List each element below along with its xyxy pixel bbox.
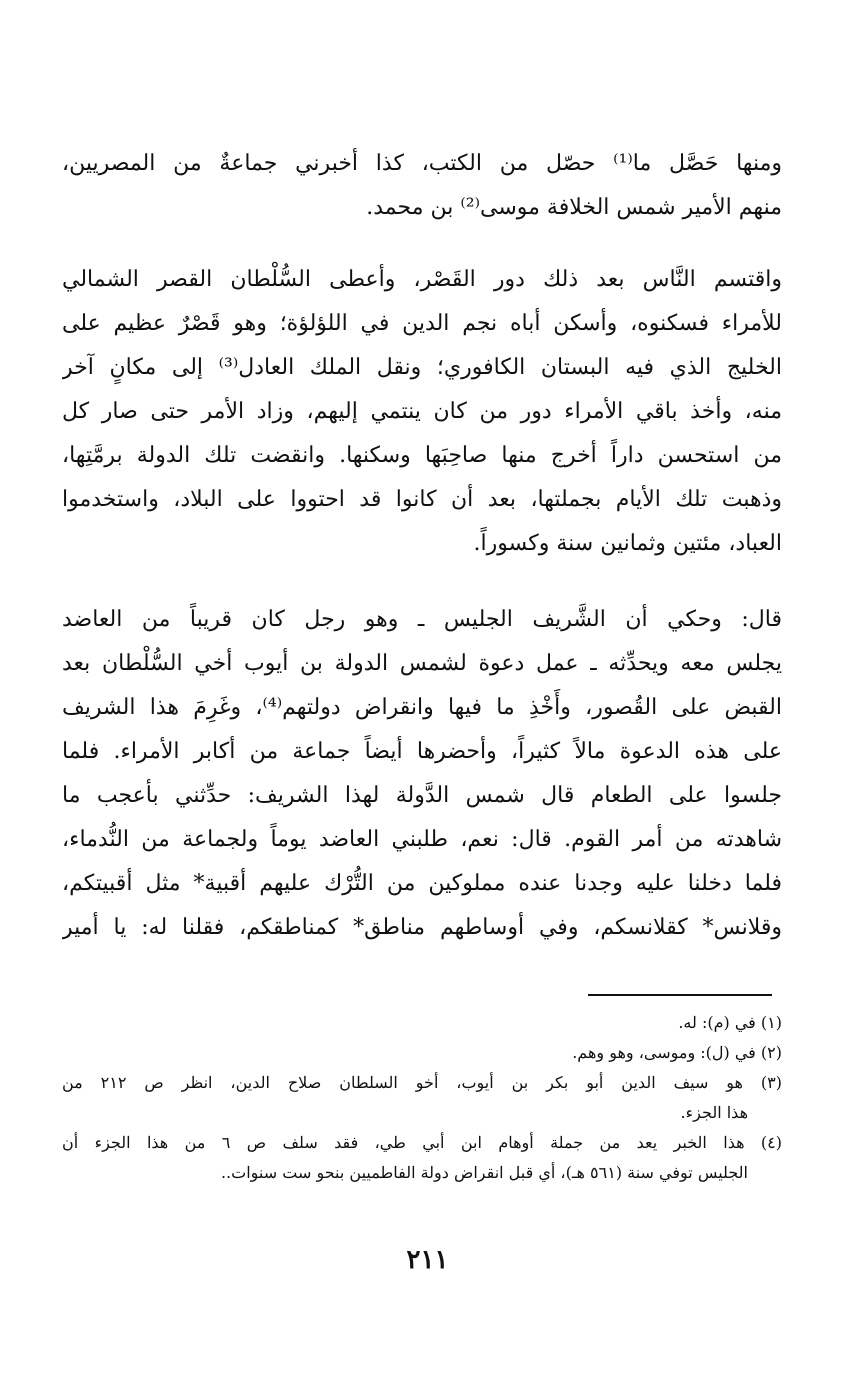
paragraph-3 (62, 598, 782, 950)
text-line: فلما دخلنا عليه وجدنا عنده مملوكين من التُّرْك عليهم أقبية* مثل أقبيتكم، (62, 871, 782, 896)
footnote-4: (٤) هذا الخبر يعد من جملة أوهام ابن أبي طي، فقد سلف ص ٦ من هذا الجزء أن (62, 1133, 782, 1152)
footnotes (62, 1008, 782, 1188)
text-line: وذهبت تلك الأيام بجملتها، بعد أن كانوا قد احتووا على البلاد، واستخدموا (62, 487, 782, 512)
text-line: واقتسم النَّاس بعد ذلك دور القَصْر، وأعطى السُّلْطان القصر الشمالي (62, 267, 782, 292)
footnote-3-continued: هذا الجزء. (680, 1103, 748, 1122)
text-line: العباد، مئتين وثمانين سنة وكسوراً. (473, 531, 782, 556)
text-line: جلسوا على الطعام قال شمس الدَّولة لهذا الشريف: حدِّثني بأعجب ما (62, 783, 782, 808)
text-line: يجلس معه ويحدِّثه ـ عمل دعوة لشمس الدولة بن أيوب أخي السُّلْطان بعد (62, 651, 782, 676)
text-line: من استحسن داراً أخرج منها صاحِبَها وسكنها. وانقضت تلك الدولة برمَّتِها، (62, 443, 782, 468)
page-number: ٢١١ (406, 1245, 449, 1275)
footnote-4-continued: الجليس توفي سنة (٥٦١ هـ)، أي قبل انقراض دولة الفاطميين بنحو ست سنوات.. (220, 1163, 748, 1182)
paragraph-1 (62, 142, 782, 230)
footnote-2: (٢) في (ل): وموسى، وهو وهم. (572, 1043, 782, 1062)
text-line: الخليج الذي فيه البستان الكافوري؛ ونقل الملك العادل⁽³⁾ إلى مكانٍ آخر (62, 355, 782, 380)
text-line: قال: وحكي أن الشَّريف الجليس ـ وهو رجل كان قريباً من العاضد (62, 607, 782, 632)
text-line: القبض على القُصور، وأَخْذِ ما فيها وانقراض دولتهم⁽⁴⁾، وغَرِمَ هذا الشريف (62, 695, 782, 720)
footnote-1: (١) في (م): له. (678, 1013, 782, 1032)
text-line: وقلانس* كقلانسكم، وفي أوساطهم مناطق* كمناطقكم، فقلنا له: يا أمير (62, 915, 782, 940)
footnote-separator (588, 994, 772, 996)
paragraph-2 (62, 258, 782, 566)
text-line: ومنها حَصَّل ما⁽¹⁾ حصّل من الكتب، كذا أخبرني جماعةٌ من المصريين، (62, 151, 782, 176)
footnote-3: (٣) هو سيف الدين أبو بكر بن أيوب، أخو السلطان صلاح الدين، انظر ص ٢١٢ من (62, 1073, 782, 1092)
text-line: منهم الأمير شمس الخلافة موسى⁽²⁾ بن محمد. (366, 195, 782, 220)
text-line: على هذه الدعوة مالاً كثيراً، وأحضرها أيضاً جماعة من أكابر الأمراء. فلما (62, 739, 782, 764)
text-line: للأمراء فسكنوه، وأسكن أباه نجم الدين في اللؤلؤة؛ وهو قَصْرٌ عظيم على (62, 311, 782, 336)
text-line: منه، وأخذ باقي الأمراء دور من كان ينتمي إليهم، وزاد الأمر حتى صار كل (62, 399, 782, 424)
text-line: شاهدته من أمر القوم. قال: نعم، طلبني العاضد يوماً ولجماعة من النُّدماء، (62, 827, 782, 852)
